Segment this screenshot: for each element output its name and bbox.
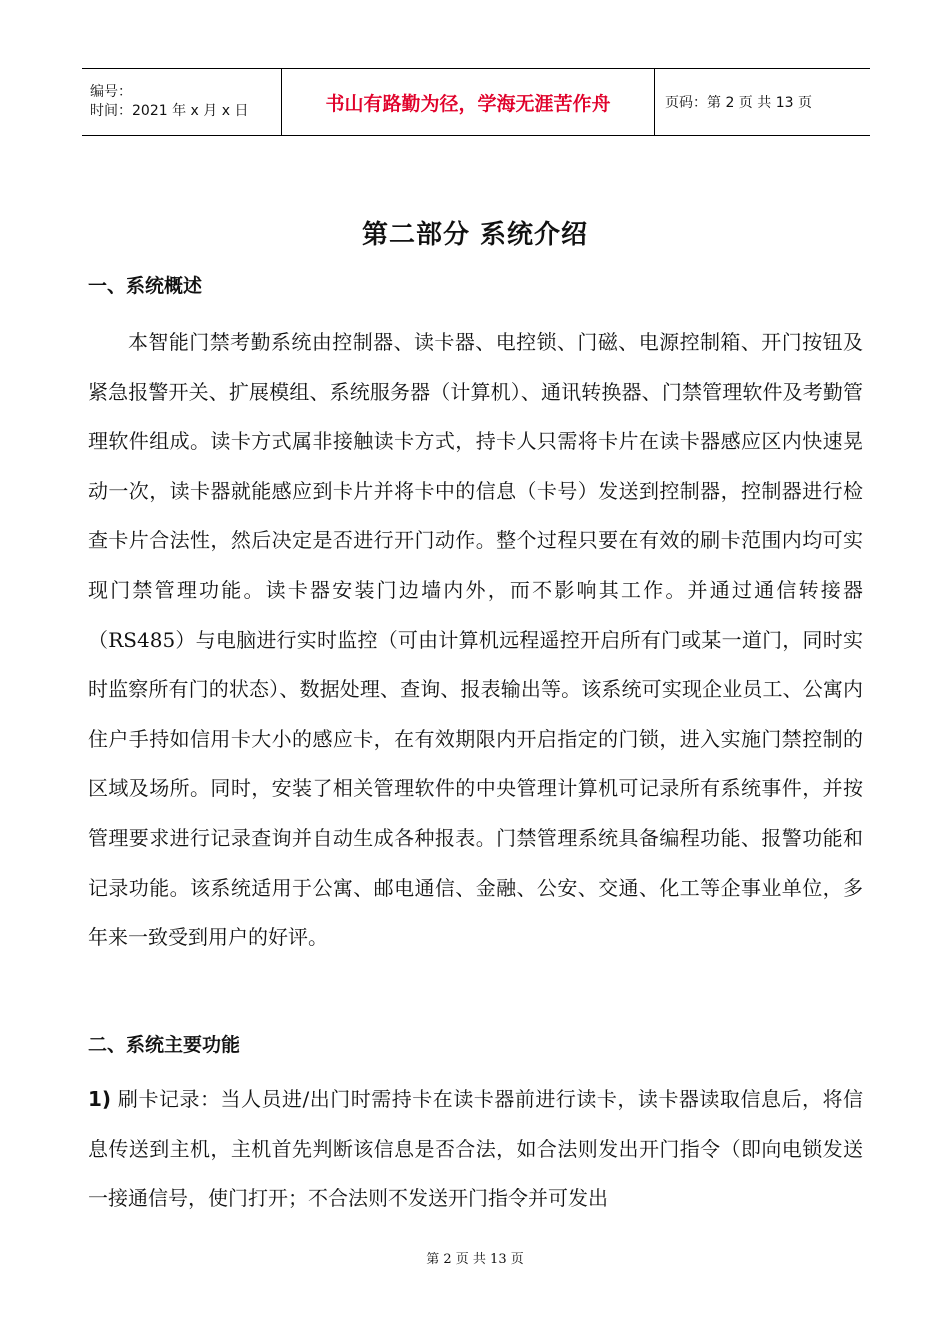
document-time-label: 时间：2021 年 x 月 x 日 bbox=[90, 103, 249, 119]
document-title: 第二部分 系统介绍 bbox=[361, 220, 589, 250]
header-left-cell bbox=[82, 69, 282, 135]
overview-paragraph: 本智能门禁考勤系统由控制器、读卡器、电控锁、门磁、电源控制箱、开门按钮及紧急报警开关、扩展模组、系统服务器（计算机）、通讯转换器、门禁管理软件及考勤管理软件组成。读卡方式属非接触读卡方式，持卡人只需将卡片在读卡器感应区内快速晃动一次，读卡器就能感应到卡片并将卡中的信息（卡号）发送到控制器，控制器进行检查卡片合法性，然后决定是否进行开门动作。整个过程只要在有效的刷卡范围内均可实现门禁管理功能。读卡器安装门边墙内外，而不影响其工作。并通过通信转接器（RS485）与电脑进行实时监控（可由计算机远程遥控开启所有门或某一道门，同时实时监察所有门的状态）、数据处理、查询、报表输出等。该系统可实现企业员工、公寓内住户手持如信用卡大小的感应卡，在有效期限内开启指定的门锁，进入实施门禁控制的区域及场所。同时，安装了相关管理软件的中央管理计算机可记录所有系统事件，并按管理要求进行记录查询并自动生成各种报表。门禁管理系统具备编程功能、报警功能和记录功能。该系统适用于公寓、邮电通信、金融、公安、交通、化工等企事业单位，多年来一致受到用户的好评。 bbox=[88, 330, 863, 950]
header-table bbox=[82, 68, 870, 136]
function-item-1 bbox=[88, 1075, 863, 1224]
header-page-code: 页码：第 2 页 共 13 页 bbox=[665, 95, 812, 111]
function-item-1-text: 刷卡记录：当人员进/出门时需持卡在读卡器前进行读卡，读卡器读取信息后，将信息传送到主机，主机首先判断该信息是否合法，如合法则发出开门指令（即向电锁发送一接通信号，使门打开；不合法则不发送开门指令并可发出 bbox=[88, 1087, 863, 1211]
section-heading-functions: 二、系统主要功能 bbox=[88, 1034, 241, 1056]
document-number-label: 编号： bbox=[90, 84, 132, 100]
function-item-1-number: 1) bbox=[88, 1087, 112, 1111]
header-motto-cell bbox=[282, 69, 655, 135]
page-footer: 第 2 页 共 13 页 bbox=[426, 1252, 524, 1267]
header-page-cell bbox=[655, 69, 870, 135]
header-motto: 书山有路勤为径，学海无涯苦作舟 bbox=[325, 92, 611, 115]
section-heading-overview: 一、系统概述 bbox=[88, 275, 203, 297]
